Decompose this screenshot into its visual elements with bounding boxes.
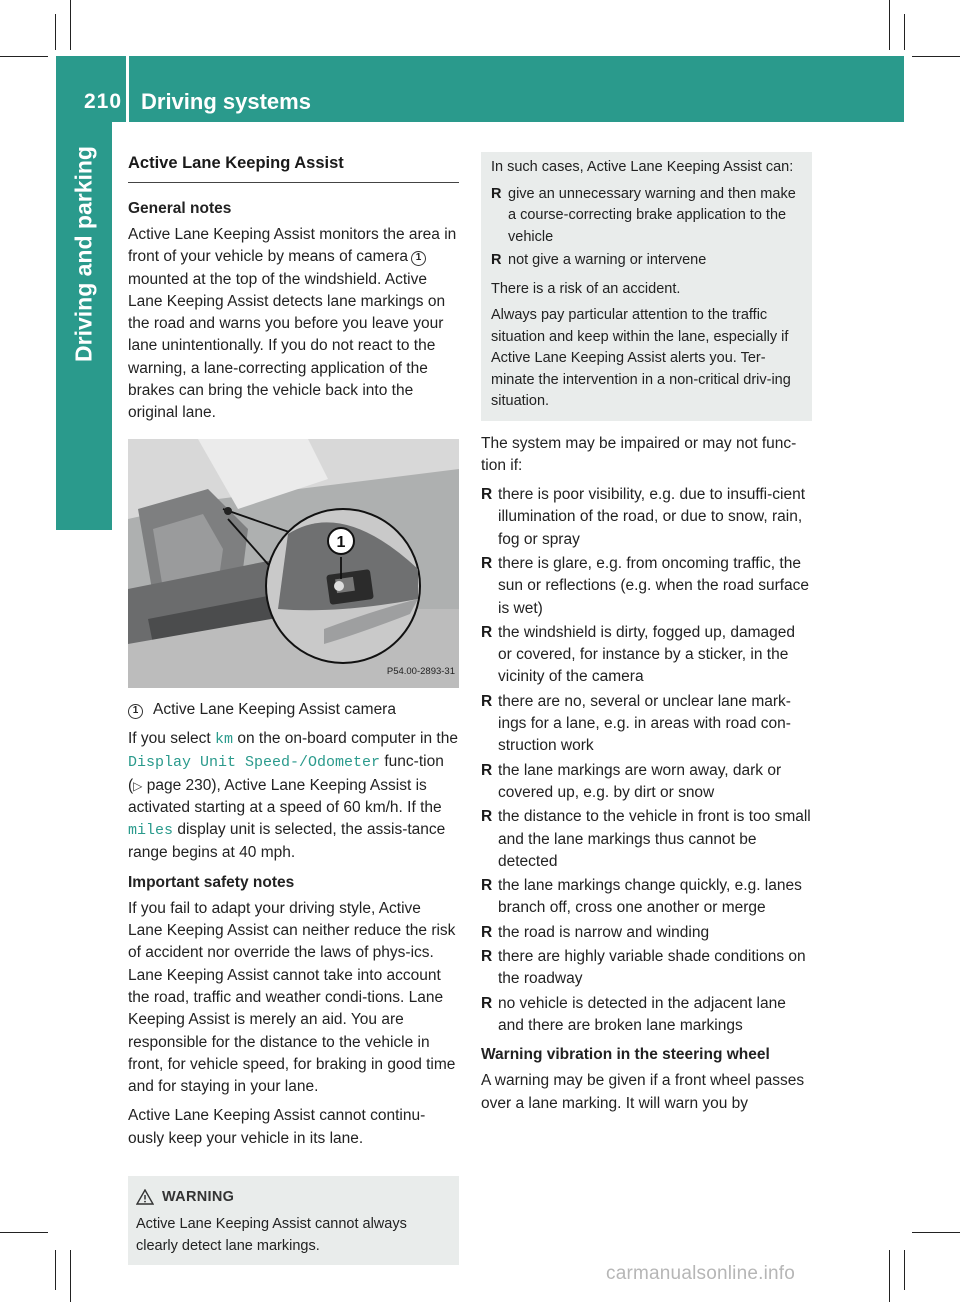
warning-box — [128, 1176, 459, 1265]
general-text-part: mounted at the top of the windshield. Active Lane Keeping Assist detects lane markings on the road and warns you before you leave your lane unintentionally. If you do not react to the warning, a lane-correcting application of the brakes can bring the vehicle back into the original lane. — [128, 270, 446, 422]
warning-text: Active Lane Keeping Assist cannot always clearly detect lane markings. — [136, 1216, 407, 1254]
list-item-text: not give a warning or intervene — [508, 252, 707, 268]
list-item — [481, 553, 812, 620]
list-item — [481, 993, 812, 1038]
list-item — [481, 484, 812, 551]
article-title: Active Lane Keeping Assist — [128, 152, 459, 183]
bullet-icon: R — [481, 761, 493, 779]
list-item-text: the lane markings are worn away, dark or covered up, e.g. by dirt or snow — [498, 761, 782, 801]
list-item — [481, 806, 812, 873]
warning-continuation-box — [481, 152, 812, 421]
crop-mark — [889, 1250, 890, 1302]
text-part: If you select — [128, 729, 211, 747]
header-divider — [126, 56, 129, 122]
list-item-text: give an unnecessary warning and then make a course-correcting brake application to the vehicle — [508, 185, 796, 245]
crop-mark — [0, 56, 48, 57]
svg-text:1: 1 — [336, 533, 346, 551]
safety-notes-heading: Important safety notes — [128, 873, 295, 891]
section-title: Driving systems — [141, 89, 311, 114]
list-item — [491, 250, 802, 272]
bullet-icon: R — [481, 692, 493, 710]
bullet-icon: R — [491, 252, 502, 268]
list-item — [481, 875, 812, 920]
list-item-text: the road is narrow and winding — [498, 923, 710, 941]
list-item — [491, 184, 802, 249]
camera-number-badge: 1 — [411, 251, 426, 266]
caption-text: Active Lane Keeping Assist camera — [153, 700, 396, 718]
left-column — [128, 152, 459, 1265]
impaired-bullet-list — [481, 484, 812, 1037]
miles-setting: miles — [128, 822, 174, 840]
figure-caption — [128, 699, 459, 721]
crop-mark — [55, 1250, 56, 1290]
crop-mark — [904, 1250, 905, 1290]
list-item-text: there are no, several or unclear lane mark-ings for a lane, e.g. in areas with road con-struction work — [498, 692, 791, 755]
note-risk: There is a risk of an accident. — [491, 280, 681, 297]
crop-mark — [889, 0, 890, 50]
note-bullet-list — [491, 184, 802, 272]
list-item-text: no vehicle is detected in the adjacent lane and there are broken lane markings — [498, 994, 786, 1034]
bullet-icon: R — [481, 994, 493, 1012]
vibration-text: A warning may be given if a front wheel passes over a lane marking. It will warn you by — [481, 1072, 805, 1112]
warning-title: WARNING — [162, 1189, 235, 1206]
general-notes-text — [128, 224, 459, 425]
bullet-icon: R — [481, 948, 493, 966]
crop-mark — [70, 0, 71, 50]
list-item — [481, 622, 812, 689]
list-item — [481, 691, 812, 758]
crop-mark — [55, 14, 56, 50]
vibration-heading: Warning vibration in the steering wheel — [481, 1046, 770, 1064]
list-item-text: the distance to the vehicle in front is too small and the lane markings thus cannot be detected — [498, 808, 811, 870]
display-unit-text — [128, 728, 459, 865]
page-number: 210 — [84, 90, 123, 113]
note-advice: Always pay particular attention to the traffic situation and keep within the lane, especially if Active Lane Keeping Assist alerts you. Ter-minate the intervention in a non-critical driv-ing situation. — [491, 307, 791, 409]
page-ref-icon: ▷ — [133, 778, 143, 793]
crop-mark — [912, 1232, 960, 1233]
impaired-intro: The system may be impaired or may not func-tion if: — [481, 434, 797, 474]
text-part: func-tion ( — [128, 753, 444, 794]
bullet-icon: R — [481, 486, 493, 504]
list-item-text: there is glare, e.g. from oncoming traffic, the sun or reflections (e.g. when the road surface is wet) — [498, 554, 810, 617]
list-item-text: the windshield is dirty, fogged up, damaged or covered, for instance by a sticker, in the vicinity of the camera — [498, 623, 795, 686]
continuity-text: Active Lane Keeping Assist cannot continu-ously keep your vehicle in its lane. — [128, 1107, 426, 1147]
general-text-part: Active Lane Keeping Assist monitors the area in front of your vehicle by means of camera — [128, 226, 457, 266]
warning-triangle-icon — [136, 1189, 154, 1205]
crop-mark — [0, 1232, 48, 1233]
bullet-icon: R — [481, 923, 493, 941]
list-item — [481, 922, 812, 944]
list-item-text: there are highly variable shade conditions on the roadway — [498, 948, 806, 988]
crop-mark — [70, 1250, 71, 1302]
note-intro: In such cases, Active Lane Keeping Assist can: — [491, 159, 794, 175]
figure-code: P54.00-2893-31 — [386, 666, 455, 678]
camera-illustration — [128, 439, 459, 688]
warning-header — [136, 1186, 449, 1208]
bullet-icon: R — [491, 185, 502, 202]
caption-number-badge: 1 — [128, 704, 143, 719]
list-item — [481, 760, 812, 805]
text-part: display unit is selected, the assis-tance range begins at 40 mph. — [128, 821, 446, 862]
bullet-icon: R — [481, 623, 493, 641]
crop-mark — [904, 14, 905, 50]
right-column — [481, 152, 812, 1122]
bullet-icon: R — [481, 877, 493, 895]
text-part: on the on-board computer in the — [237, 729, 458, 747]
bullet-icon: R — [481, 554, 493, 572]
footer-watermark: carmanualsonline.info — [606, 1263, 796, 1284]
camera-figure — [128, 439, 459, 688]
list-item-text: the lane markings change quickly, e.g. lanes branch off, cross one another or merge — [498, 877, 802, 917]
list-item-text: there is poor visibility, e.g. due to insuffi-cient illumination of the road, or due to snow, rain, fog or spray — [498, 486, 805, 548]
general-notes-heading: General notes — [128, 200, 232, 217]
text-part: page 230), Active Lane Keeping Assist is activated starting at a speed of 60 km/h. If the — [128, 776, 442, 816]
km-setting: km — [215, 730, 234, 748]
safety-notes-text: If you fail to adapt your driving style, Active Lane Keeping Assist can neither reduce the risk of accident nor override the laws of phys-ics. Lane Keeping Assist cannot take into account the road, traffic and weather condi-tions. Lane Keeping Assist is merely an aid. You are responsible for the distance to the vehicle in front, for vehicle speed, for braking in good time and for staying in your lane. — [128, 899, 456, 1096]
crop-mark — [912, 56, 960, 57]
bullet-icon: R — [481, 808, 493, 826]
list-item — [481, 946, 812, 991]
side-tab-label: Driving and parking — [70, 146, 97, 362]
display-unit-setting: Display Unit Speed-/Odometer — [128, 754, 381, 772]
